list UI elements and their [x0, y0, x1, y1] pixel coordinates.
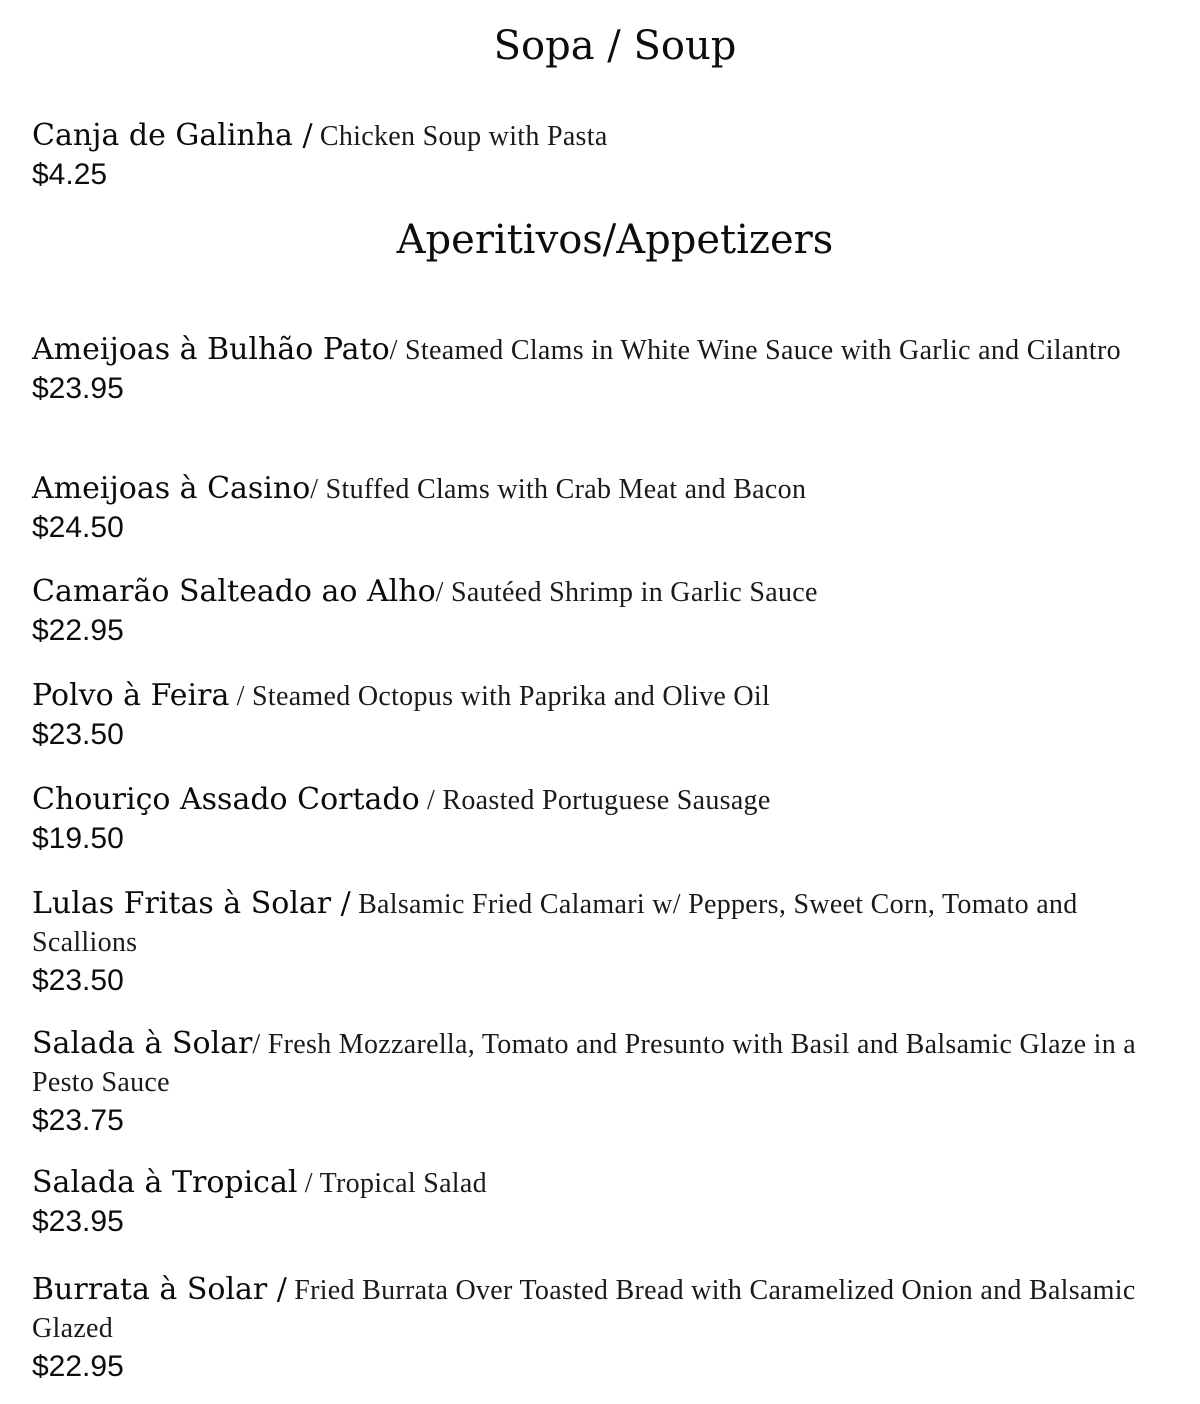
menu-item-lulas-fritas: [32, 885, 1182, 1001]
menu-item-line: [32, 117, 1182, 155]
menu-item-name: Chouriço Assado Cortado: [32, 782, 420, 817]
section-title-appetizers: Aperitivos/Appetizers: [396, 217, 834, 263]
menu-item-name: Salada à Solar: [32, 1026, 253, 1061]
menu-item-price: $23.95: [32, 1205, 124, 1238]
menu-item-description: Balsamic Fried Calamari w/ Peppers, Sweet Corn, Tomato and Scallions: [32, 889, 1078, 958]
menu-item-name: Lulas Fritas à Solar /: [32, 886, 351, 921]
menu-item-description: / Fresh Mozzarella, Tomato and Presunto with Basil and Balsamic Glaze in a Pesto Sauce: [32, 1029, 1137, 1098]
menu-item-description: / Tropical Salad: [297, 1168, 487, 1199]
menu-item-price: $23.50: [32, 964, 124, 997]
menu-item-salada-solar: [32, 1025, 1182, 1141]
menu-item-line: [32, 1164, 1182, 1202]
menu-item-line: [32, 885, 1182, 961]
menu-item-ameijoas-casino: [32, 470, 1182, 548]
menu-item-price: $24.50: [32, 511, 124, 544]
menu-item-description: / Roasted Portuguese Sausage: [419, 785, 771, 816]
menu-item-description: / Stuffed Clams with Crab Meat and Bacon: [310, 474, 807, 505]
menu-item-name: Camarão Salteado ao Alho: [32, 574, 436, 609]
menu-item-name: Salada à Tropical: [32, 1165, 298, 1200]
menu-item-price: $23.95: [32, 372, 124, 405]
menu-item-ameijoas-bulhao-pato: [32, 331, 1182, 409]
menu-item-line: [32, 331, 1182, 369]
menu-item-line: [32, 781, 1182, 819]
menu-item-name: Ameijoas à Bulhão Pato: [32, 332, 390, 367]
menu-item-polvo-feira: [32, 677, 1182, 755]
menu-item-name: Burrata à Solar /: [32, 1272, 287, 1307]
menu-item-line: [32, 1025, 1182, 1101]
menu-item-chourico-assado: [32, 781, 1182, 859]
section-title-soup: Sopa / Soup: [493, 23, 737, 69]
menu-item-price: $4.25: [32, 158, 108, 191]
menu-item-salada-tropical: [32, 1164, 1182, 1242]
menu-item-description: / Sautéed Shrimp in Garlic Sauce: [435, 577, 818, 608]
menu-item-camarao-salteado: [32, 573, 1182, 651]
menu-item-description: / Steamed Clams in White Wine Sauce with Garlic and Cilantro: [389, 335, 1121, 366]
menu-item-burrata-solar: [32, 1271, 1182, 1387]
menu-item-price: $22.95: [32, 1350, 124, 1383]
menu-item-canja: [32, 117, 1182, 195]
menu-item-price: $23.75: [32, 1104, 124, 1137]
menu-item-line: [32, 573, 1182, 611]
menu-item-description: Fried Burrata Over Toasted Bread with Caramelized Onion and Balsamic Glazed: [32, 1275, 1136, 1344]
menu-item-name: Ameijoas à Casino: [32, 471, 311, 506]
menu-item-description: Chicken Soup with Pasta: [312, 121, 608, 152]
menu-item-price: $19.50: [32, 822, 124, 855]
menu-item-price: $23.50: [32, 718, 124, 751]
menu-item-line: [32, 1271, 1182, 1347]
menu-item-price: $22.95: [32, 614, 124, 647]
menu-item-description: / Steamed Octopus with Paprika and Olive Oil: [229, 681, 771, 712]
menu-item-line: [32, 677, 1182, 715]
menu-item-name: Canja de Galinha /: [32, 118, 313, 153]
menu-item-name: Polvo à Feira: [32, 678, 230, 713]
menu-item-line: [32, 470, 1182, 508]
